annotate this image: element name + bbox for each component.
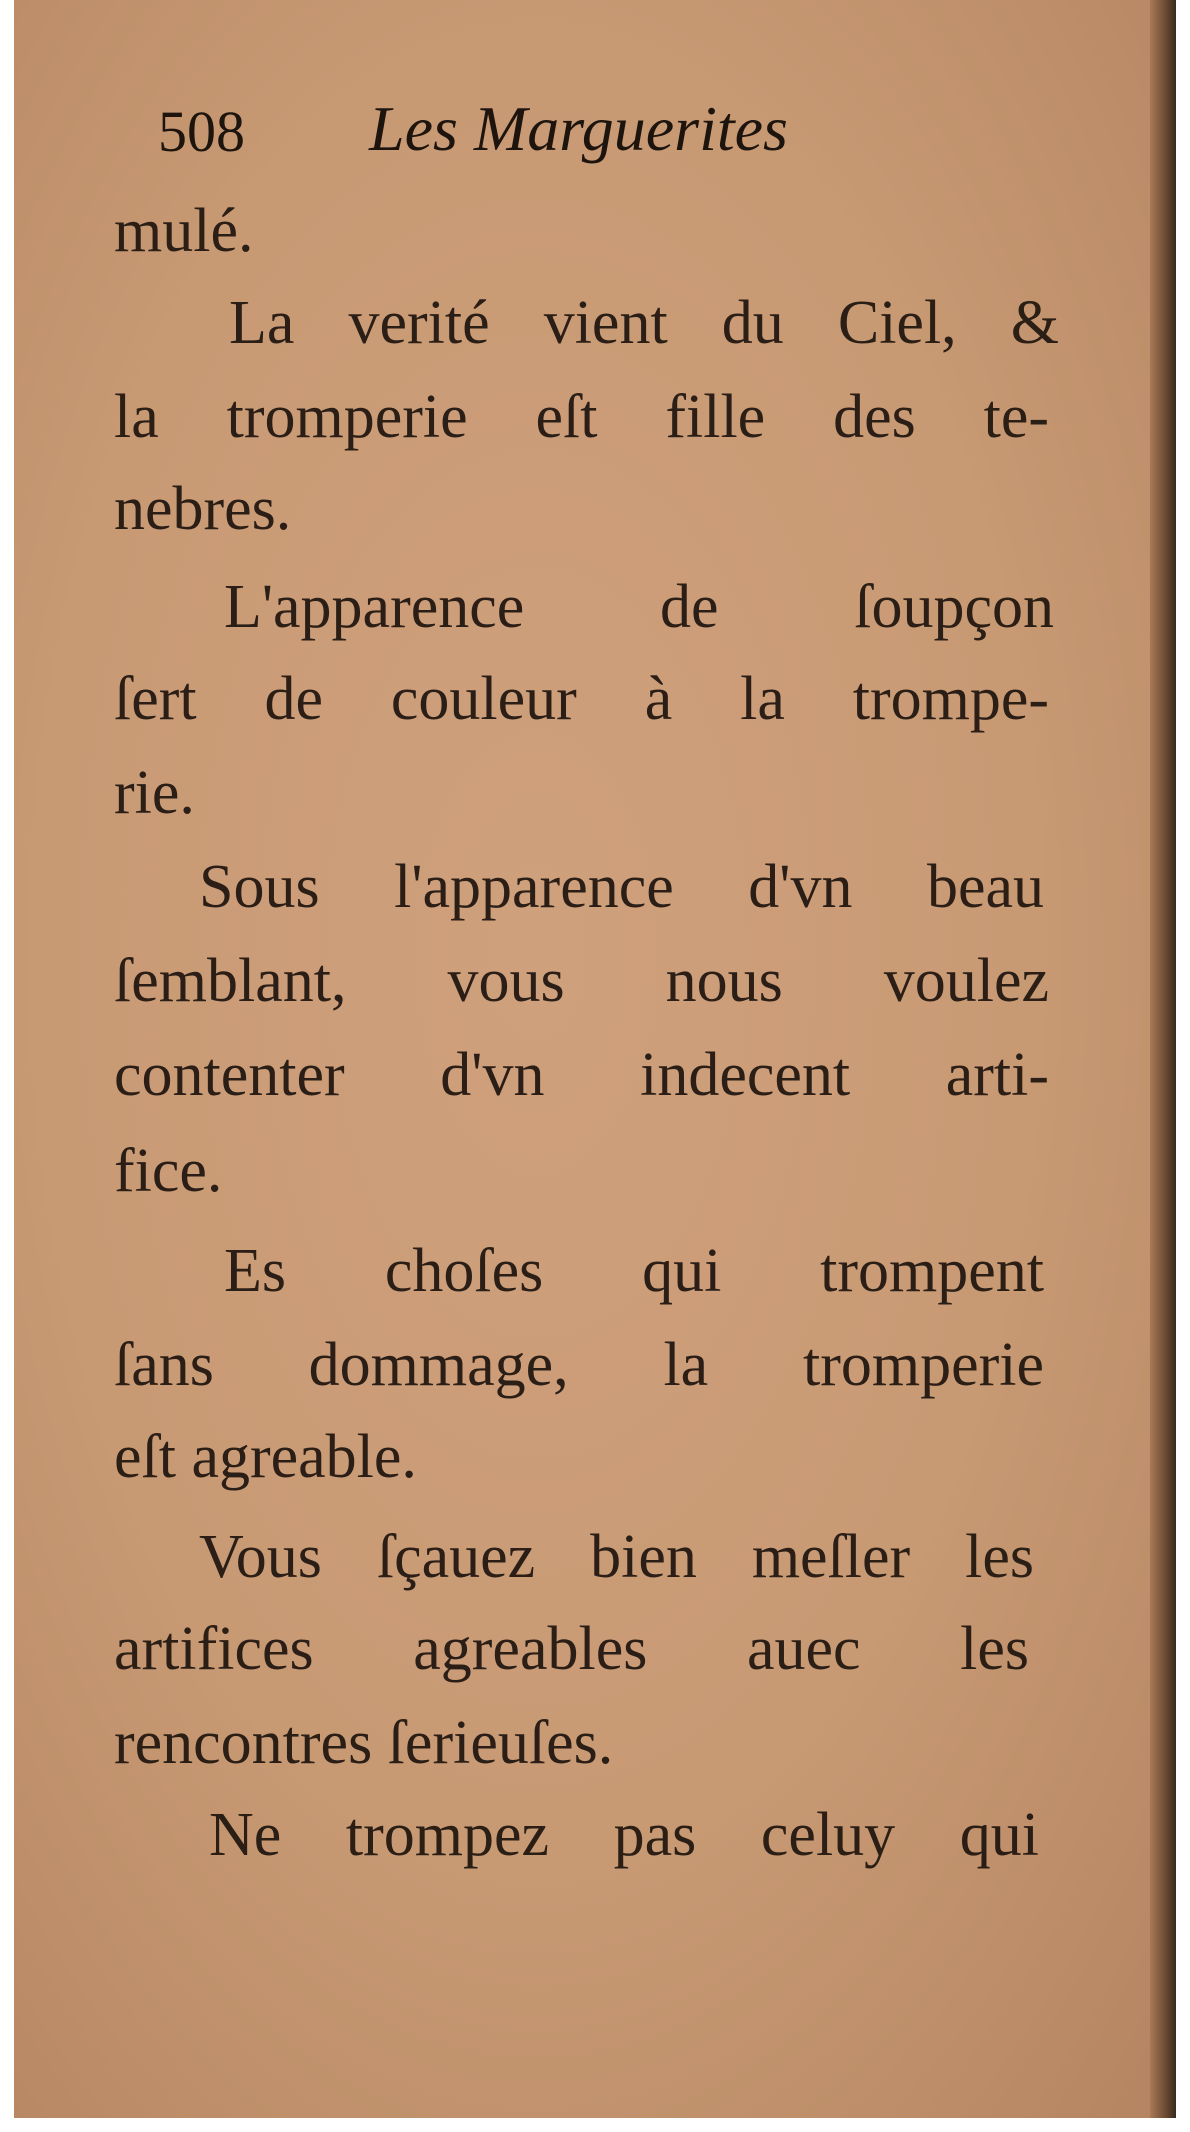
text-line: La verité vient du Ciel, &	[229, 289, 1059, 357]
text-line: ſans dommage, la tromperie	[114, 1331, 1044, 1399]
text-line: rencontres ſerieuſes.	[114, 1709, 614, 1777]
text-line: ſemblant, vous nous voulez	[114, 947, 1049, 1015]
text-line: L'apparence de ſoupçon	[224, 573, 1054, 641]
text-line: nebres.	[114, 475, 292, 543]
text-line: Es choſes qui trompent	[224, 1237, 1044, 1305]
page-number: 508	[158, 99, 245, 164]
text-line: Vous ſçauez bien meſler les	[199, 1523, 1034, 1591]
running-title: Les Marguerites	[369, 93, 788, 164]
text-line: Ne trompez pas celuy qui	[209, 1801, 1039, 1869]
page-edge	[1150, 0, 1176, 2118]
text-line: la tromperie eſt fille des te-	[114, 383, 1049, 451]
text-line: mulé.	[114, 197, 254, 265]
text-line: ſert de couleur à la trompe-	[114, 665, 1049, 733]
text-line: Sous l'apparence d'vn beau	[199, 853, 1044, 921]
book-page	[14, 0, 1176, 2118]
text-line: rie.	[114, 759, 195, 827]
text-line: contenter d'vn indecent arti-	[114, 1041, 1049, 1109]
text-line: artifices agreables auec les	[114, 1615, 1029, 1683]
text-line: fice.	[114, 1137, 223, 1205]
text-line: eſt agreable.	[114, 1423, 417, 1491]
